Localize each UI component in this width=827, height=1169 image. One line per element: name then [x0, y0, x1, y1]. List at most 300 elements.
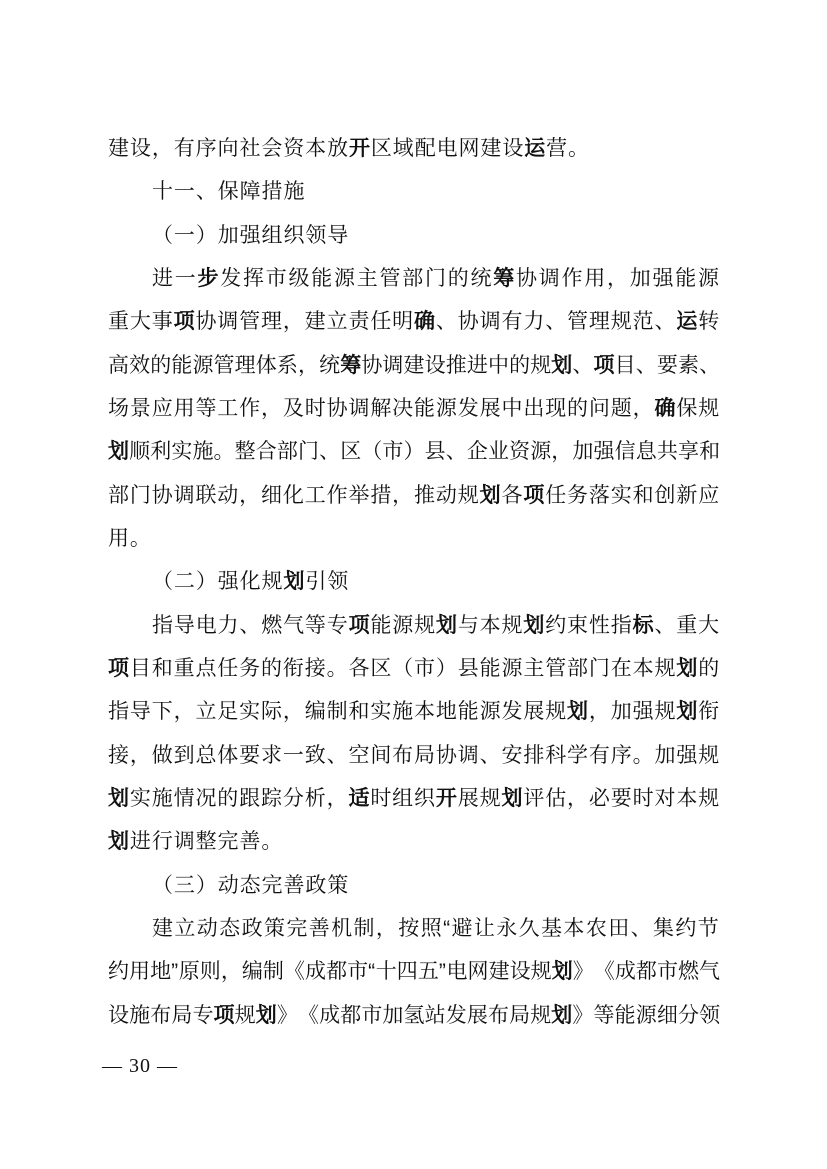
- char: 级: [288, 266, 311, 290]
- char: 县: [457, 656, 480, 680]
- char: 能: [171, 353, 194, 377]
- bold-char: 适: [348, 786, 371, 810]
- char: 情: [173, 786, 196, 810]
- char: ）: [435, 656, 458, 680]
- char: 局: [414, 743, 436, 767]
- char: 各: [501, 483, 524, 507]
- char: 联: [195, 483, 218, 507]
- char: ）: [195, 570, 218, 594]
- char: 》: [572, 1003, 595, 1027]
- char: 地: [150, 960, 172, 984]
- char: 编: [304, 700, 327, 724]
- char: 按: [398, 916, 421, 940]
- char: 组: [392, 786, 415, 810]
- text-line: [108, 257, 720, 300]
- char: 析: [304, 786, 327, 810]
- char: 的: [567, 396, 589, 420]
- char: 气: [699, 960, 721, 984]
- text-line: [108, 647, 720, 690]
- text-line: [108, 950, 720, 993]
- char: 作: [326, 483, 349, 507]
- char: 估: [545, 786, 568, 810]
- char: 完: [261, 873, 284, 897]
- char: 市: [347, 960, 370, 984]
- char: 能: [457, 700, 480, 724]
- char: 推: [445, 353, 468, 377]
- char: 力: [523, 310, 546, 334]
- char: 源: [334, 266, 356, 290]
- char: 久: [518, 916, 541, 940]
- char: 一: [173, 180, 196, 204]
- char: 领: [305, 223, 328, 247]
- char: 善: [283, 873, 306, 897]
- char: 细: [261, 483, 283, 507]
- char: 建: [108, 137, 130, 160]
- char: 统: [470, 266, 493, 290]
- char: 三: [173, 873, 196, 897]
- char: 市: [382, 440, 405, 464]
- char: 源: [501, 656, 524, 680]
- text-line: [108, 690, 720, 733]
- char: 踪: [261, 786, 283, 810]
- char: 足: [217, 700, 240, 724]
- char: ，: [297, 353, 320, 377]
- char: 十: [152, 180, 174, 204]
- char: 永: [496, 916, 519, 940]
- char: 则: [199, 960, 222, 984]
- char: 节: [697, 916, 720, 940]
- char: 成: [319, 1003, 341, 1027]
- char: 力: [217, 613, 240, 637]
- char: 区: [370, 656, 393, 680]
- char: 门: [297, 440, 320, 464]
- char: 强: [632, 700, 655, 724]
- char: 源: [392, 613, 415, 637]
- char: 空: [348, 743, 371, 767]
- char: 中: [487, 353, 510, 377]
- char: 。: [568, 137, 590, 160]
- char: 避: [451, 916, 474, 940]
- char: 规: [479, 786, 502, 810]
- char: 能: [479, 656, 502, 680]
- char: 细: [656, 1003, 679, 1027]
- char: 能: [370, 613, 393, 637]
- char: 气: [283, 613, 305, 637]
- char: 让: [473, 916, 496, 940]
- char: 向: [217, 137, 240, 160]
- char: 、: [654, 310, 677, 334]
- char: 下: [151, 700, 174, 724]
- text-line: [108, 430, 720, 473]
- char: 与: [457, 613, 480, 637]
- char: 决: [392, 396, 415, 420]
- char: 共: [656, 440, 679, 464]
- char: 、: [630, 916, 653, 940]
- char: 二: [173, 570, 196, 594]
- char: 动: [217, 483, 240, 507]
- char: 安: [501, 743, 524, 767]
- char: 电: [195, 613, 218, 637]
- bold-char: 运: [524, 137, 547, 160]
- char: （: [152, 873, 174, 897]
- char: 建: [488, 960, 511, 984]
- bold-char: 确: [654, 396, 677, 420]
- char: 规: [698, 743, 721, 767]
- char: 建: [480, 137, 503, 160]
- bold-char: 项: [213, 1003, 236, 1027]
- text-line: [108, 820, 720, 863]
- char: 完: [217, 830, 240, 854]
- bold-char: 划: [523, 613, 546, 637]
- bold-char: 划: [108, 786, 130, 810]
- char: 的: [447, 266, 470, 290]
- char: 《: [593, 960, 616, 984]
- char: 强: [239, 223, 262, 247]
- char: 高: [108, 353, 130, 377]
- char: 应: [151, 396, 174, 420]
- char: 领: [327, 570, 350, 594]
- char: 及: [282, 396, 305, 420]
- char: 明: [392, 310, 415, 334]
- char: 》: [276, 1003, 299, 1027]
- char: 源: [435, 396, 458, 420]
- char: 规: [457, 483, 480, 507]
- bold-char: 开: [348, 137, 371, 160]
- bold-char: 项: [593, 353, 616, 377]
- char: 协: [195, 310, 218, 334]
- char: 协: [457, 310, 480, 334]
- char: 建: [403, 353, 426, 377]
- char: 举: [348, 483, 371, 507]
- char: ”: [171, 960, 180, 984]
- bold-char: 项: [523, 483, 546, 507]
- char: 燃: [678, 960, 700, 984]
- char: 性: [588, 613, 611, 637]
- char: 实: [129, 786, 152, 810]
- char: 源: [635, 1003, 658, 1027]
- char: 重: [676, 613, 699, 637]
- bold-char: 划: [283, 570, 306, 594]
- char: 进: [129, 830, 152, 854]
- text-line: [108, 387, 720, 430]
- char: 约: [675, 916, 698, 940]
- char: 政: [305, 873, 328, 897]
- document-body: [108, 127, 720, 1037]
- char: 本: [676, 786, 699, 810]
- char: 指: [108, 700, 130, 724]
- char: 动: [217, 873, 240, 897]
- char: 县: [424, 440, 447, 464]
- char: 氢: [403, 1003, 426, 1027]
- char: 调: [348, 396, 371, 420]
- char: 评: [523, 786, 546, 810]
- char: 序: [610, 743, 633, 767]
- char: 导: [173, 613, 196, 637]
- char: 本: [414, 700, 436, 724]
- char: 责: [348, 310, 371, 334]
- char: 、: [654, 613, 677, 637]
- char: 转: [698, 310, 721, 334]
- char: ，: [567, 786, 589, 810]
- char: 本: [632, 656, 655, 680]
- char: 完: [286, 916, 309, 940]
- char: 系: [276, 353, 299, 377]
- char: 管: [545, 656, 568, 680]
- char: 市: [361, 1003, 384, 1027]
- char: 新: [676, 483, 699, 507]
- char: 任: [370, 310, 393, 334]
- char: ，: [392, 483, 415, 507]
- char: 协: [435, 743, 458, 767]
- char: 设: [108, 1003, 130, 1027]
- text-line: [108, 864, 720, 907]
- char: 和: [348, 700, 371, 724]
- char: ，: [588, 700, 611, 724]
- char: 资: [283, 137, 306, 160]
- char: 域: [392, 137, 415, 160]
- char: 动: [196, 916, 219, 940]
- char: 理: [588, 310, 611, 334]
- text-line: [108, 994, 720, 1037]
- char: 际: [261, 700, 283, 724]
- char: 策: [263, 916, 286, 940]
- char: 设: [502, 137, 525, 160]
- char: 效: [129, 353, 152, 377]
- char: 、: [326, 743, 349, 767]
- char: ，: [239, 483, 262, 507]
- char: 源: [192, 353, 215, 377]
- char: 规: [530, 960, 553, 984]
- char: 《: [297, 1003, 320, 1027]
- char: 规: [261, 570, 284, 594]
- char: 《: [283, 960, 306, 984]
- char: 部: [402, 266, 425, 290]
- char: 燃: [261, 613, 284, 637]
- char: 整: [195, 830, 218, 854]
- char: 化: [239, 570, 262, 594]
- char: 专: [326, 613, 349, 637]
- char: 原: [178, 960, 201, 984]
- char: 用: [129, 960, 151, 984]
- char: 设: [424, 353, 447, 377]
- char: ，: [607, 266, 629, 290]
- char: 整: [234, 440, 257, 464]
- char: 发: [445, 1003, 468, 1027]
- char: 接: [304, 656, 327, 680]
- bold-char: 划: [108, 830, 130, 854]
- char: 区: [370, 137, 393, 160]
- char: 源: [698, 266, 720, 290]
- char: 跟: [239, 786, 262, 810]
- char: 作: [239, 396, 262, 420]
- char: 。: [326, 656, 349, 680]
- char: 指: [610, 613, 633, 637]
- char: 施: [192, 440, 215, 464]
- char: 加: [217, 223, 240, 247]
- char: 管: [239, 310, 262, 334]
- char: 有: [173, 137, 196, 160]
- char: 动: [435, 483, 458, 507]
- char: 时: [632, 786, 655, 810]
- char: 到: [173, 743, 196, 767]
- char: 化: [282, 483, 305, 507]
- char: 作: [561, 266, 584, 290]
- char: 织: [414, 786, 436, 810]
- char: 落: [588, 483, 611, 507]
- char: 门: [129, 483, 152, 507]
- char: 障: [239, 180, 262, 204]
- text-line: [108, 560, 720, 603]
- char: 的: [261, 656, 283, 680]
- char: 规: [654, 656, 677, 680]
- char: 体: [217, 743, 240, 767]
- char: 保: [217, 180, 240, 204]
- char: 推: [414, 483, 436, 507]
- char: ，: [151, 137, 174, 160]
- char: 题: [610, 396, 633, 420]
- char: 主: [356, 266, 379, 290]
- char: 致: [304, 743, 327, 767]
- char: 会: [261, 137, 284, 160]
- char: 规: [234, 1003, 257, 1027]
- bold-char: 步: [197, 266, 220, 290]
- char: 协: [361, 353, 384, 377]
- bold-char: 划: [676, 656, 699, 680]
- char: 调: [217, 310, 240, 334]
- char: ，: [282, 310, 305, 334]
- char: 主: [523, 656, 546, 680]
- char: 理: [261, 310, 283, 334]
- char: 接: [108, 743, 130, 767]
- char: 事: [151, 310, 174, 334]
- char: 务: [239, 656, 262, 680]
- bold-char: 项: [173, 310, 196, 334]
- char: 态: [239, 873, 262, 897]
- char: 展: [457, 786, 480, 810]
- bold-char: 项: [108, 656, 130, 680]
- char: 规: [501, 613, 524, 637]
- char: 创: [654, 483, 677, 507]
- bold-char: 划: [108, 440, 130, 464]
- char: 机: [331, 916, 354, 940]
- char: ，: [375, 916, 398, 940]
- char: 网: [467, 960, 490, 984]
- char: 放: [327, 137, 349, 160]
- char: 衔: [698, 700, 721, 724]
- char: 等: [304, 613, 327, 637]
- char: 加: [572, 440, 595, 464]
- char: 排: [523, 743, 546, 767]
- char: 规: [414, 613, 437, 637]
- char: 市: [265, 266, 288, 290]
- char: 都: [326, 960, 348, 984]
- text-line: [108, 604, 720, 647]
- char: ）: [195, 223, 218, 247]
- char: ）: [403, 440, 426, 464]
- char: （: [152, 223, 174, 247]
- bold-char: 开: [435, 786, 458, 810]
- char: 导: [129, 700, 152, 724]
- char: ，: [129, 743, 152, 767]
- char: 。: [261, 830, 284, 854]
- char: 。: [632, 743, 655, 767]
- char: 十: [375, 960, 398, 984]
- char: 态: [219, 916, 242, 940]
- char: 能: [675, 266, 698, 290]
- char: 协: [516, 266, 538, 290]
- char: 营: [546, 137, 569, 160]
- bold-char: 划: [255, 1003, 278, 1027]
- char: 强: [217, 570, 240, 594]
- char: 科: [545, 743, 568, 767]
- char: 统: [319, 353, 341, 377]
- char: 的: [150, 353, 173, 377]
- char: 措: [261, 180, 284, 204]
- char: 施: [151, 786, 174, 810]
- text-line: [108, 734, 720, 777]
- char: 措: [370, 483, 393, 507]
- char: 各: [348, 656, 371, 680]
- char: 点: [195, 656, 218, 680]
- char: ，: [220, 960, 243, 984]
- char: 规: [530, 1003, 553, 1027]
- char: 展: [466, 1003, 489, 1027]
- char: 时: [304, 396, 327, 420]
- char: 行: [151, 830, 174, 854]
- char: 管: [213, 353, 236, 377]
- char: 问: [588, 396, 611, 420]
- char: 布: [487, 1003, 510, 1027]
- char: 加: [654, 743, 677, 767]
- char: 四: [396, 960, 419, 984]
- char: 调: [173, 830, 196, 854]
- char: 、: [195, 180, 218, 204]
- char: 企: [466, 440, 489, 464]
- char: 协: [326, 396, 349, 420]
- char: ）: [195, 873, 218, 897]
- char: 农: [585, 916, 608, 940]
- char: 网: [458, 137, 481, 160]
- bold-char: 划: [501, 786, 524, 810]
- char: 导: [327, 223, 350, 247]
- text-line: [108, 214, 720, 257]
- char: 用: [108, 526, 130, 550]
- char: 专: [192, 1003, 215, 1027]
- char: 市: [414, 656, 436, 680]
- char: 、: [635, 353, 658, 377]
- text-line: [108, 344, 720, 387]
- char: 源: [479, 700, 502, 724]
- char: 加: [382, 1003, 405, 1027]
- char: ，: [551, 440, 574, 464]
- char: 信: [614, 440, 637, 464]
- char: 善: [308, 916, 331, 940]
- char: （: [392, 656, 415, 680]
- char: 时: [370, 786, 393, 810]
- text-line: [108, 170, 720, 213]
- char: ，: [632, 396, 655, 420]
- char: 立: [174, 916, 197, 940]
- char: 实: [610, 483, 633, 507]
- char: 、: [435, 310, 458, 334]
- char: ，: [326, 786, 349, 810]
- text-line: [108, 474, 720, 517]
- char: 都: [635, 960, 658, 984]
- char: 都: [340, 1003, 363, 1027]
- char: （: [361, 440, 384, 464]
- char: 现: [545, 396, 568, 420]
- char: 能: [614, 1003, 637, 1027]
